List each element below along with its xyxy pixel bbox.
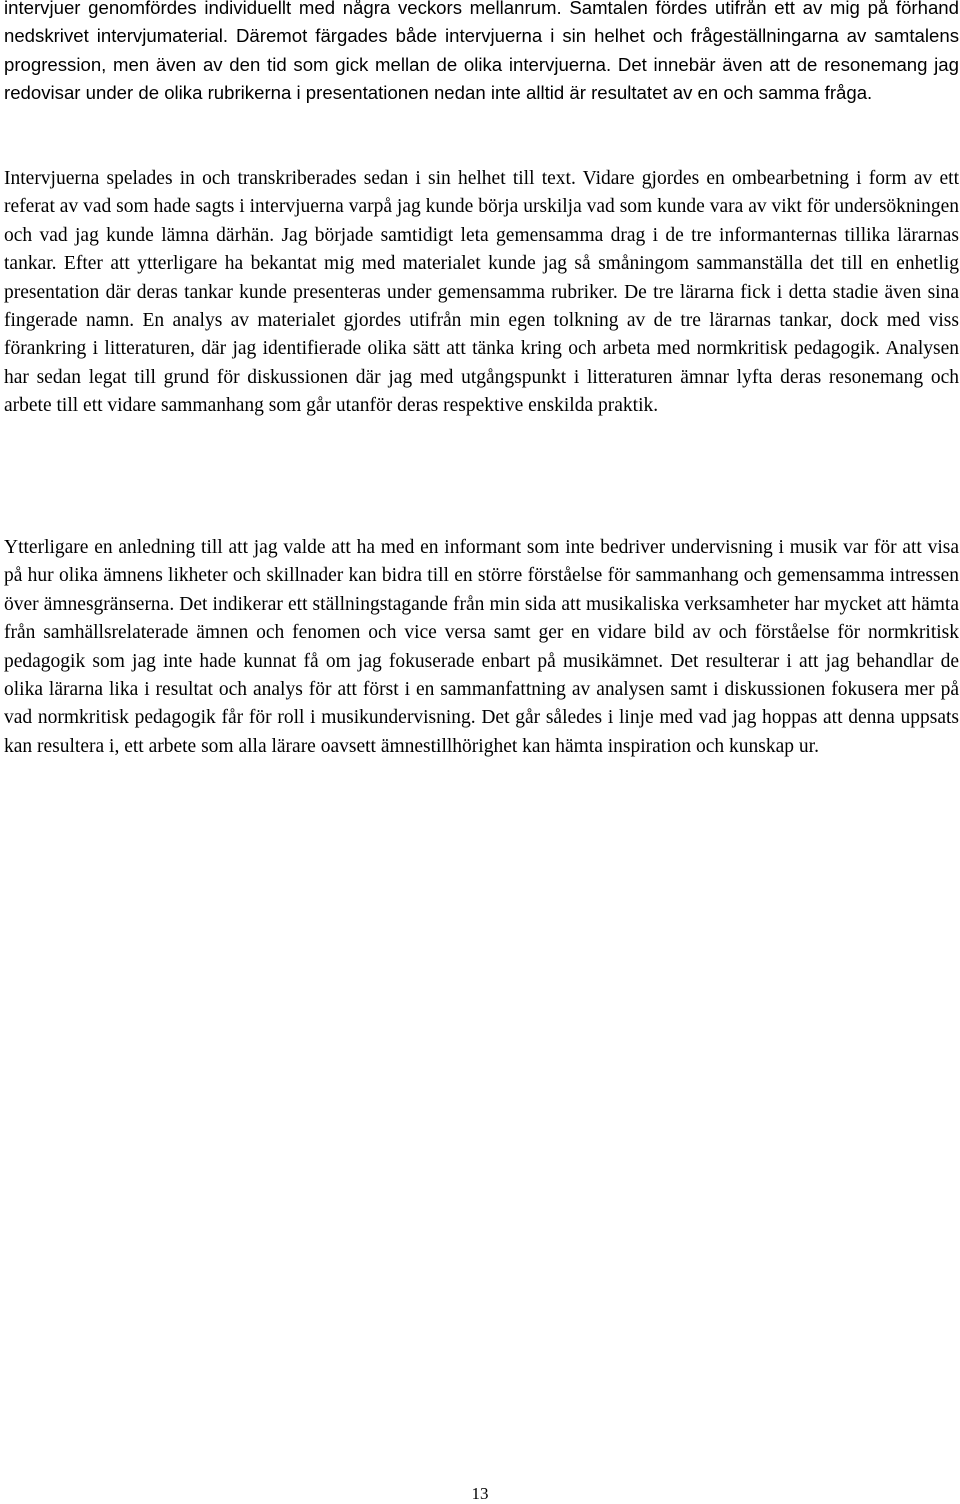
- paragraph-transcription-analysis: Intervjuerna spelades in och transkriberades sedan i sin helhet till text. Vidare gjordes en ombearbetning i form av ett referat av vad som hade sagts i intervjuerna varpå jag kunde börja urskilja vad som kunde vara av vikt för undersökningen och vad jag kunde lämna därhän. Jag började samtidigt leta gemensamma drag i de tre informanternas tillika lärarnas tankar. Efter att ytterligare ha bekantat mig med materialet kunde jag så småningom sammanställa det till en enhetlig presentation där deras tankar kunde presenteras under gemensamma rubriker. De tre lärarna fick i detta stadie även sina fingerade namn. En analys av materialet gjordes utifrån min egen tolkning av de tre lärarnas tankar, dock med viss förankring i litteraturen, där jag identifierade olika sätt att tänka kring och arbeta med normkritisk pedagogik. Analysen har sedan legat till grund för diskussionen där jag med utgångspunkt i litteraturen ämnar lyfta deras resonemang och arbete till ett vidare sammanhang som går utanför deras respektive enskilda praktik.: [4, 168, 959, 417]
- paragraph-interview-method: intervjuer genomfördes individuellt med några veckors mellanrum. Samtalen fördes utifrån ett av mig på förhand nedskrivet intervjumaterial. Däremot färgades både intervjuerna i sin helhet och frågeställningarna av samtalens progression, men även av den tid som gick mellan de olika intervjuerna. Det innebär även att de resonemang jag redovisar under de olika rubrikerna i presentationen nedan inte alltid är resultatet av en och samma fråga.: [4, 0, 959, 104]
- paragraph-informant-choice: Ytterligare en anledning till att jag valde att ha med en informant som inte bedriver undervisning i musik var för att visa på hur olika ämnens likheter och skillnader kan bidra till en större förståelse för sammanhang och gemensamma intressen över ämnesgränserna. Det indikerar ett ställningstagande från min sida att musikaliska verksamheter har mycket att hämta från samhällsrelaterade ämnen och fenomen och vice versa samt ger en vidare bild av och förståelse för normkritisk pedagogik som jag inte hade kunnat få om jag fokuserade enbart på musikämnet. Det resulterar i att jag behandlar de olika lärarna lika i resultat och analys för att först i en sammanfattning av analysen samt i diskussionen fokusera mer på vad normkritisk pedagogik får för roll i musikundervisning. Det går således i linje med vad jag hoppas att denna uppsats kan resultera i, ett arbete som alla lärare oavsett ämnestillhörighet kan hämta inspiration och kunskap ur.: [4, 537, 959, 757]
- page-number: 13: [471, 1484, 489, 1503]
